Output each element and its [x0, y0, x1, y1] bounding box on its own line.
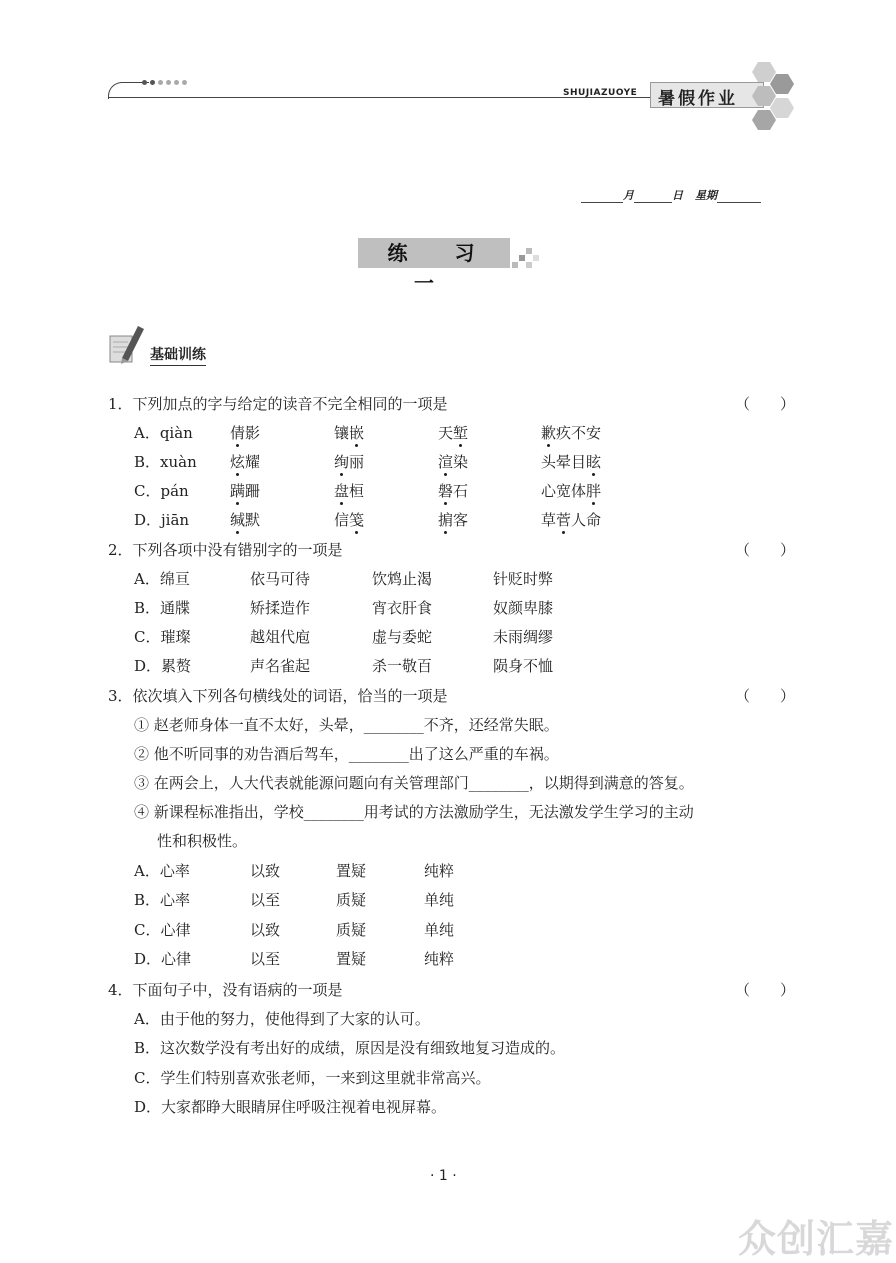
- q4-answer-slot: （ ）: [735, 981, 796, 999]
- watermark: 众创汇嘉: [738, 1217, 895, 1261]
- q2-item: 虚与委蛇: [372, 628, 433, 646]
- date-line: [581, 187, 761, 203]
- q3-item: 纯粹: [424, 862, 455, 880]
- q3-sentence: ① 赵老师身体一直不太好，头晕，________不齐，还经常失眠。: [134, 716, 559, 734]
- q3-item: 质疑: [336, 921, 367, 939]
- q4-option: A．由于他的努力，使他得到了大家的认可。: [134, 1010, 430, 1028]
- q3-item: 以致: [250, 921, 281, 939]
- q3-item: 单纯: [424, 891, 455, 909]
- q1-c-item: 盘桓: [334, 482, 365, 500]
- q3-option-label: B．心率: [134, 891, 191, 909]
- q2-item: 越俎代庖: [250, 628, 311, 646]
- q1-d-item: 缄默: [230, 511, 261, 529]
- q3-item: 置疑: [336, 950, 367, 968]
- q3-sentence: ③ 在两会上，人大代表就能源问题向有关管理部门________，以期得到满意的答复。: [134, 774, 694, 792]
- page-number: · 1 ·: [430, 1168, 457, 1184]
- q2-option-label: C．璀璨: [134, 628, 191, 646]
- q3-item: 纯粹: [424, 950, 455, 968]
- q3-stem: 3．依次填入下列各句横线处的词语，恰当的一项是: [108, 687, 448, 705]
- q1-d-item: 草菅人命: [541, 511, 602, 529]
- q2-option-label: D．累赘: [134, 657, 192, 675]
- q2-item: 依马可待: [250, 570, 311, 588]
- q1-a-item: 倩影: [230, 424, 261, 442]
- q2-option-label: B．通牒: [134, 599, 191, 617]
- date-weekday: 星期: [695, 189, 717, 202]
- q2-item: 饮鸩止渴: [372, 570, 433, 588]
- q3-option-label: D．心律: [134, 950, 192, 968]
- q2-item: 声名雀起: [250, 657, 311, 675]
- header-dots: [142, 80, 187, 85]
- q2-item: 杀一敬百: [372, 657, 433, 675]
- q1-option-d-label: D．jiān: [134, 511, 190, 529]
- q4-stem: 4．下面句子中，没有语病的一项是: [108, 981, 343, 999]
- q1-stem: 1．下列加点的字与给定的读音不完全相同的一项是: [108, 395, 448, 413]
- q2-item: 陨身不恤: [493, 657, 554, 675]
- q3-sentence: ④ 新课程标准指出，学校________用考试的方法激励学生，无法激发学生学习的主动: [134, 803, 694, 821]
- q1-b-item: 头晕目眩: [541, 453, 602, 471]
- brand-cn: 暑假作业: [658, 89, 738, 109]
- q1-option-a-label: A．qiàn: [134, 424, 193, 442]
- q2-option-label: A．绵亘: [134, 570, 190, 588]
- page-title: 练 习 一: [387, 241, 495, 295]
- brand-en: SHUJIAZUOYE: [563, 88, 638, 98]
- q3-sentence: 性和积极性。: [157, 832, 248, 850]
- q4-option: B．这次数学没有考出好的成绩，原因是没有细致地复习造成的。: [134, 1039, 566, 1057]
- q2-item: 宵衣肝食: [372, 599, 433, 617]
- q1-c-item: 蹒跚: [230, 482, 261, 500]
- q3-answer-slot: （ ）: [735, 687, 796, 705]
- q1-b-item: 渲染: [438, 453, 469, 471]
- q4-option: D．大家都睁大眼睛屏住呼吸注视着电视屏幕。: [134, 1098, 447, 1116]
- section-title: 基础训练: [150, 344, 206, 366]
- q1-a-item: 天堑: [438, 424, 469, 442]
- q2-item: 矫揉造作: [250, 599, 311, 617]
- q1-d-item: 掮客: [438, 511, 469, 529]
- hexagon-decoration-icon: [738, 60, 794, 132]
- date-day: 日: [672, 189, 683, 202]
- q2-stem: 2．下列各项中没有错别字的一项是: [108, 541, 343, 559]
- q3-item: 以至: [250, 950, 281, 968]
- date-month: 月: [623, 189, 634, 202]
- q3-item: 单纯: [424, 921, 455, 939]
- q3-item: 质疑: [336, 891, 367, 909]
- q1-a-item: 歉疚不安: [541, 424, 602, 442]
- q3-sentence: ② 他不听同事的劝告酒后驾车，________出了这么严重的车祸。: [134, 745, 559, 763]
- q1-c-item: 磐石: [438, 482, 469, 500]
- q1-b-item: 绚丽: [334, 453, 365, 471]
- q2-item: 未雨绸缪: [493, 628, 554, 646]
- q4-option: C．学生们特别喜欢张老师，一来到这里就非常高兴。: [134, 1069, 491, 1087]
- q1-c-item: 心宽体胖: [541, 482, 602, 500]
- q3-option-label: C．心律: [134, 921, 191, 939]
- q3-option-label: A．心率: [134, 862, 190, 880]
- q3-item: 以致: [250, 862, 281, 880]
- q1-b-item: 炫耀: [230, 453, 261, 471]
- q1-a-item: 镶嵌: [334, 424, 365, 442]
- q3-item: 置疑: [336, 862, 367, 880]
- q2-answer-slot: （ ）: [735, 541, 796, 559]
- q2-item: 奴颜卑膝: [493, 599, 554, 617]
- q2-item: 针贬时弊: [493, 570, 554, 588]
- q1-answer-slot: （ ）: [735, 395, 796, 413]
- q1-option-c-label: C．pán: [134, 482, 189, 500]
- q1-d-item: 信笺: [334, 511, 365, 529]
- q3-item: 以至: [250, 891, 281, 909]
- q1-option-b-label: B．xuàn: [134, 453, 197, 471]
- pencil-note-icon: [108, 322, 146, 364]
